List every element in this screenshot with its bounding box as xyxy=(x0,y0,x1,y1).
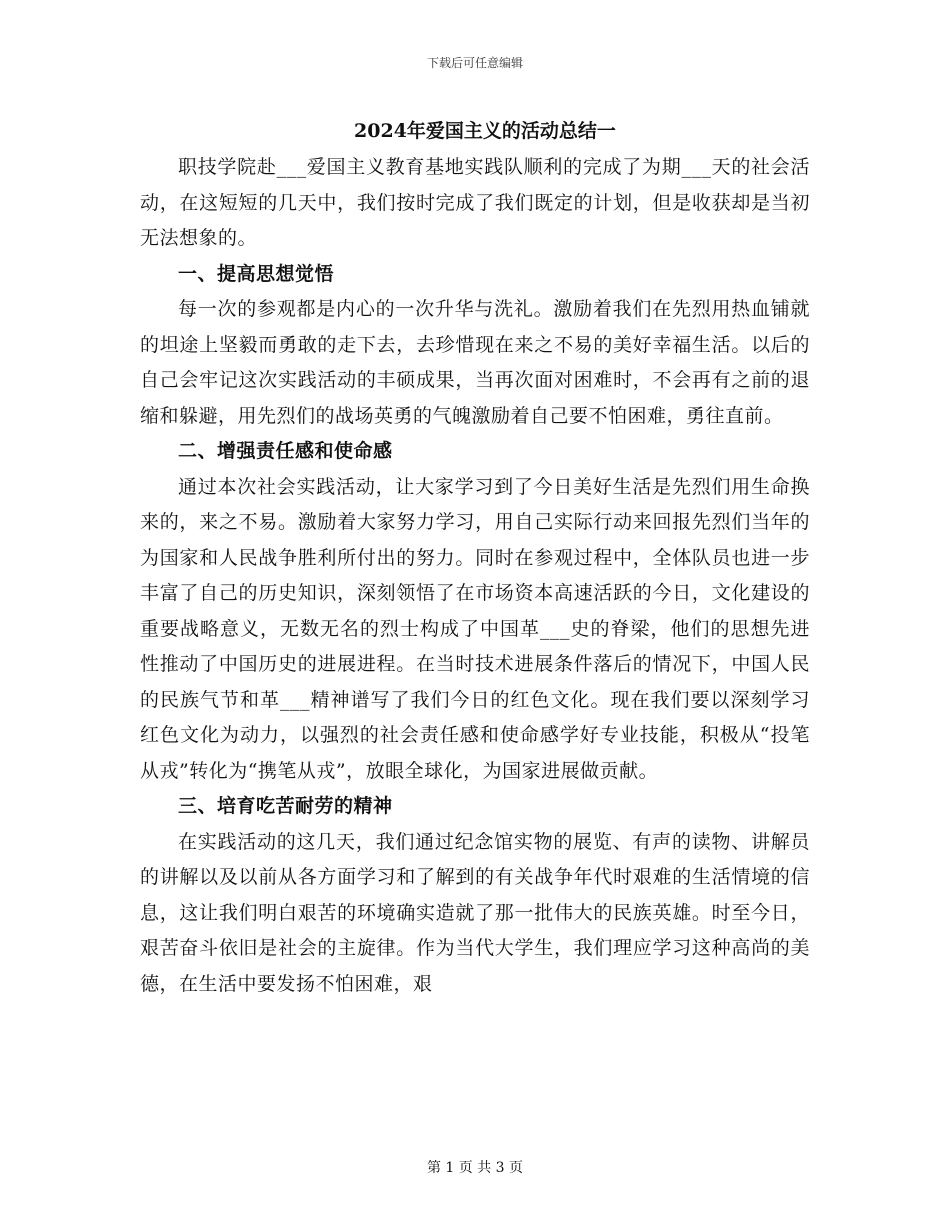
section-paragraph: 通过本次社会实践活动，让大家学习到了今日美好生活是先烈们用生命换来的，来之不易。激励着大家努力学习，用自己实际行动来回报先烈们当年的为国家和人民战争胜利所付出的努力。同时在参观过程中，全体队员也进一步丰富了自己的历史知识，深刻领悟了在市场资本高速活跃的今日，文化建设的重要战略意义，无数无名的烈士构成了中国革___史的脊梁，他们的思想先进性推动了中国历史的进展进程。在当时技术进展条件落后的情况下，中国人民的民族气节和革___精神谱写了我们今日的红色文化。现在我们要以深刻学习红色文化为动力，以强烈的社会责任感和使命感学好专业技能，积极从“投笔从戎”转化为“携笔从戎”，放眼全球化，为国家进展做贡献。 xyxy=(140,475,810,782)
section-paragraph: 在实践活动的这几天，我们通过纪念馆实物的展览、有声的读物、讲解员的讲解以及以前从各方面学习和了解到的有关战争年代时艰难的生活情境的信息，这让我们明白艰苦的环境确实造就了那一批伟大的民族英雄。时至今日，艰苦奋斗依旧是社会的主旋律。作为当代大学生，我们理应学习这种高尚的美德，在生活中要发扬不怕困难，艰 xyxy=(140,830,810,995)
section-2 xyxy=(140,434,810,789)
section-3 xyxy=(140,789,810,1002)
document-body xyxy=(140,118,810,1002)
intro-paragraph: 职技学院赴___爱国主义教育基地实践队顺利的完成了为期___天的社会活动，在这短短的几天中，我们按时完成了我们既定的计划，但是收获却是当初无法想象的。 xyxy=(140,156,810,249)
section-heading: 一、提高思想觉悟 xyxy=(178,262,335,285)
page-number-footer: 第 1 页 共 3 页 xyxy=(426,1160,524,1176)
section-heading: 三、培育吃苦耐劳的精神 xyxy=(178,795,393,817)
section-paragraph: 每一次的参观都是内心的一次升华与洗礼。激励着我们在先烈用热血铺就的坦途上坚毅而勇敢的走下去，去珍惜现在来之不易的美好幸福生活。以后的自己会牢记这次实践活动的丰硕成果，当再次面对困难时，不会再有之前的退缩和躲避，用先烈们的战场英勇的气魄激励着自己要不怕困难，勇往直前。 xyxy=(140,298,810,427)
page-header-note: 下载后可任意编辑 xyxy=(426,56,523,70)
section-heading: 二、增强责任感和使命感 xyxy=(178,440,393,462)
document-title: 2024年爱国主义的活动总结一 xyxy=(354,120,616,142)
section-1 xyxy=(140,257,810,435)
